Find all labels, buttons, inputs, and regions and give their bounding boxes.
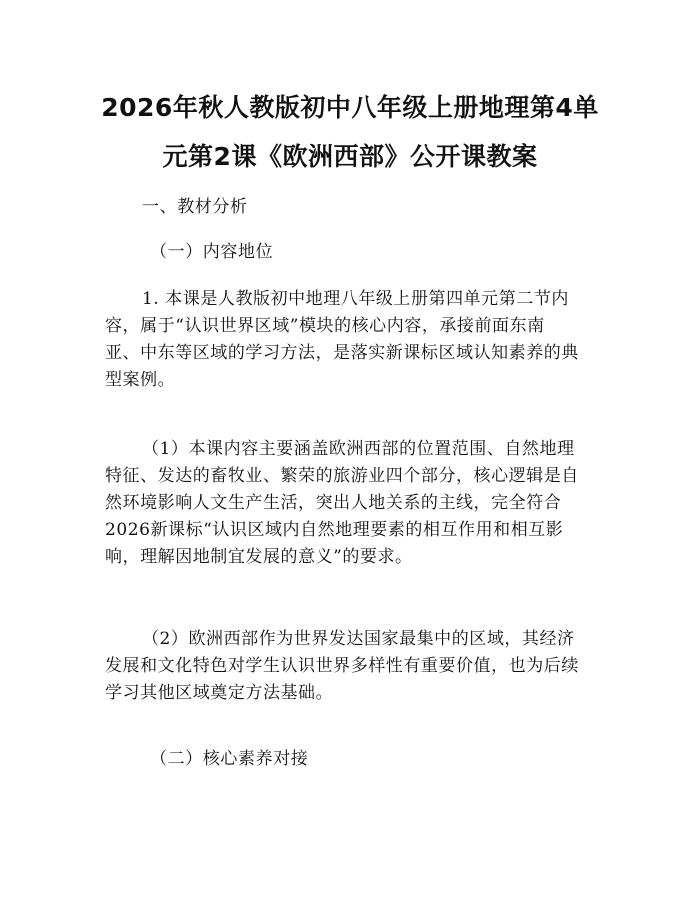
- document-title: [95, 83, 605, 181]
- paragraph-3-line-3: 学习其他区域奠定方法基础。: [105, 683, 334, 703]
- paragraph-1-line-4: 型案例。: [105, 370, 176, 390]
- paragraph-1-line-3: 亚、中东等区域的学习方法，是落实新课标区域认知素养的典: [105, 343, 579, 363]
- paragraph-2-line-5: 响，理解因地制宜发展的意义”的要求。: [105, 547, 413, 567]
- paragraph-2-line-3: 然环境影响人文生产生活，突出人地关系的主线，完全符合: [105, 493, 562, 513]
- paragraph-2: [105, 436, 579, 571]
- paragraph-1-line-1: 1. 本课是人教版初中地理八年级上册第四单元第二节内: [142, 289, 569, 309]
- title-line-2: 元第2课《欧洲西部》公开课教案: [162, 142, 538, 171]
- paragraph-3: [105, 626, 579, 707]
- paragraph-1-line-2: 容，属于“认识世界区域”模块的核心内容，承接前面东南: [105, 316, 545, 336]
- paragraph-2-line-2: 特征、发达的畜牧业、繁荣的旅游业四个部分，核心逻辑是自: [105, 466, 579, 486]
- title-line-1: 2026年秋人教版初中八年级上册地理第4单: [101, 93, 599, 122]
- paragraph-1: [105, 286, 579, 394]
- section-heading-textbook-analysis: 一、教材分析: [142, 197, 248, 217]
- paragraph-2-line-1: （1）本课内容主要涵盖欧洲西部的位置范围、自然地理: [142, 439, 575, 459]
- paragraph-3-line-1: （2）欧洲西部作为世界发达国家最集中的区域，其经济: [142, 629, 575, 649]
- paragraph-3-line-2: 发展和文化特色对学生认识世界多样性有重要价值，也为后续: [105, 656, 579, 676]
- paragraph-2-line-4: 2026新课标“认识区域内自然地理要素的相互作用和相互影: [105, 520, 564, 540]
- subsection-heading-core-literacy: （二）核心素养对接: [150, 749, 309, 769]
- subsection-heading-content-position: （一）内容地位: [150, 242, 274, 262]
